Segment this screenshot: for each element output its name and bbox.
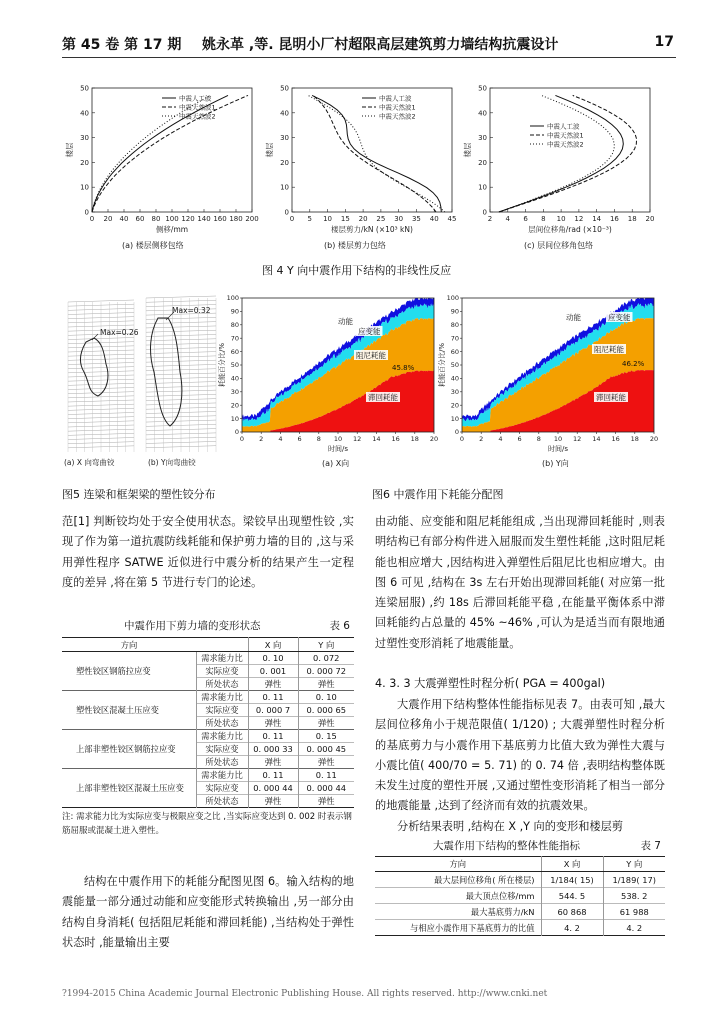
fig6a-xtick-label: 18: [410, 435, 419, 443]
fig6a-xtick-label: 6: [297, 435, 302, 443]
t7-metric: 与相应小震作用下基底剪力的比值: [375, 920, 541, 936]
fig6a-ytick-label: 100: [226, 294, 239, 303]
figure-5: [62, 292, 222, 472]
t6-metric: 所处状态: [196, 795, 248, 808]
figure-6: [212, 292, 672, 472]
t6-value-y: 弹性: [298, 795, 354, 808]
fig6a-caption: (a) X向: [322, 459, 350, 468]
left-para1-text: 范[1] 判断铰均处于安全使用状态。梁铰早出现塑性铰 ,实现了作为第一道抗震防线耗能和保护剪力墙的目的 ,这与采用弹性程序 SATWE 近似进行中震分析的结果产生一定程度的差异 ,将在第 5 节进行专门的论述。: [62, 515, 354, 589]
fig4b-ytick-label: 30: [280, 134, 289, 143]
fig4c-ytick-label: 40: [478, 109, 487, 118]
t6-value-x: 0. 10: [248, 652, 298, 665]
fig4b-xtick-label: 35: [411, 215, 421, 223]
fig4a-caption: (a) 楼层侧移包络: [122, 241, 184, 250]
fig4b-legend-entry: 中震天然波2: [379, 112, 416, 121]
fig6b-label-pct: 46.2%: [622, 360, 645, 368]
fig4a-xtick-label: 20: [103, 215, 113, 223]
fig6a-ytick-label: 90: [230, 307, 239, 316]
fig4b-ytick-label: 0: [284, 208, 289, 217]
running-title: 姚永革 ,等. 昆明小厂村超限高层建筑剪力墙结构抗震设计: [202, 37, 559, 53]
fig6b-label-kinetic: 动能: [566, 313, 581, 322]
table-row: [62, 730, 354, 743]
fig6b-ytick-label: 10: [450, 414, 459, 423]
t6-metric: 需求能力比: [196, 652, 248, 665]
fig6b-ytick-label: 50: [450, 361, 459, 370]
left-paragraph-2: [62, 872, 354, 953]
fig4b-ytick-label: 40: [280, 109, 289, 118]
table-row: [62, 652, 354, 665]
fig6a-xtick-label: 14: [372, 435, 381, 443]
figure-6-energy-plots: [212, 292, 672, 472]
fig5b-caption: (b) Y向弯曲铰: [148, 458, 196, 467]
fig4b-ytick-label: 50: [280, 84, 289, 93]
fig4c-xtick-label: 12: [574, 215, 584, 223]
fig6b-label-damping: 阻尼耗能: [594, 345, 624, 354]
t6-metric: 实际应变: [196, 665, 248, 678]
t6-value-x: 弹性: [248, 795, 298, 808]
fig6a-xtick-label: 4: [278, 435, 283, 443]
fig4a-series-line: [92, 95, 248, 212]
fig6a-xtick-label: 8: [316, 435, 321, 443]
fig4b-legend-entry: 中震天然波1: [379, 103, 416, 112]
t6-metric: 所处状态: [196, 756, 248, 769]
fig4c-xlabel: 层间位移角/rad (×10⁻³): [528, 225, 612, 234]
fig6a-xtick-label: 10: [333, 435, 343, 443]
t7-header-direction: 方向: [375, 857, 541, 872]
right-paragraph-3: [375, 817, 665, 837]
fig4c-ytick-label: 20: [478, 158, 487, 167]
t6-value-y: 0. 000 45: [298, 743, 354, 756]
fig4b-xtick-label: 20: [358, 215, 368, 223]
t6-value-x: 弹性: [248, 717, 298, 730]
fig4a-xtick-label: 100: [165, 215, 179, 223]
t7-value-y: 538. 2: [603, 888, 665, 904]
t6-group-name: 塑性铰区钢筋拉应变: [62, 652, 196, 691]
t6-metric: 实际应变: [196, 743, 248, 756]
t6-header-direction: 方向: [62, 638, 196, 652]
fig5-floor-line: [68, 300, 134, 302]
fig6b-ytick-label: 60: [450, 347, 459, 356]
t6-value-x: 0. 11: [248, 691, 298, 704]
t6-header-spacer: [196, 638, 248, 652]
fig6b-xtick-label: 4: [498, 435, 503, 443]
table-7-label: 表 7: [640, 840, 661, 852]
fig4a-legend-entry: 中震人工波: [179, 94, 212, 103]
fig6b-ylabel: 耗能百分比/%: [438, 342, 446, 388]
fig4c-xtick-label: 20: [645, 215, 655, 223]
section-heading-text: 4. 3. 3 大震弹塑性时程分析( PGA = 400gal): [375, 677, 606, 690]
table-row: [375, 904, 665, 920]
fig6b-xlabel: 时间/s: [547, 445, 569, 453]
fig5-tower-y: [146, 296, 216, 452]
t6-value-y: 0. 11: [298, 769, 354, 782]
t6-metric: 需求能力比: [196, 730, 248, 743]
fig6b-ytick-label: 70: [450, 334, 459, 343]
fig4c-ytick-label: 10: [478, 183, 487, 192]
fig6a-ytick-label: 30: [230, 388, 239, 396]
fig4b-xtick-label: 40: [429, 215, 439, 223]
fig6b-ytick-label: 40: [450, 374, 459, 383]
fig4c-frame: [490, 88, 650, 212]
t7-value-x: 4. 2: [541, 920, 603, 936]
fig6a-label-pct: 45.8%: [392, 364, 415, 372]
fig4b-legend-entry: 中震人工波: [379, 94, 412, 103]
left-para2-text: 结构在中震作用下的耗能分配图见图 6。输入结构的地震能量一部分通过动能和应变能形式转换输出 ,另一部分由结构自身消耗( 包括阻尼耗能和滞回耗能) ,当结构处于弹性状态时 ,能量输出主要: [62, 875, 354, 949]
fig4b-xtick-label: 25: [376, 215, 386, 223]
fig6b-xtick-label: 2: [479, 435, 484, 443]
fig4b-series-line: [312, 95, 441, 212]
table-6-label: 表 6: [329, 620, 350, 632]
fig6b-xtick-label: 8: [536, 435, 541, 443]
t6-metric: 所处状态: [196, 717, 248, 730]
t7-value-x: 544. 5: [541, 888, 603, 904]
fig4a-xtick-label: 140: [197, 215, 211, 223]
right-para1-text: 由动能、应变能和阻尼耗能组成 ,当出现滞回耗能时 ,则表明结构已有部分构件进入屈服而发生塑性耗能 ,这时阻尼耗能也相应增大 ,因结构进入弹塑性后阻尼比也相应增大。由图 6 可见 ,结构在 3s 左右开始出现滞回耗能( 对应第一批连梁屈服) ,约 18s 后滞回耗能平稳 ,在能量平衡体系中滞回耗能约占总量的 45% ~46% ,可认为是适当而有限地通过塑性变形消耗了地震能量。: [375, 515, 665, 650]
fig5-tower-x: [68, 300, 134, 452]
fig6a-xtick-label: 16: [391, 435, 400, 443]
fig6b-label-strain: 应变能: [608, 313, 631, 322]
t6-metric: 所处状态: [196, 678, 248, 691]
fig4b-caption: (b) 楼层剪力包络: [324, 241, 386, 250]
t6-value-y: 0. 000 72: [298, 665, 354, 678]
fig6a-ytick-label: 80: [230, 321, 239, 329]
fig4a-ytick-label: 30: [80, 134, 89, 143]
fig4b-series-line: [313, 95, 436, 212]
fig4a-ytick-label: 50: [80, 84, 89, 93]
page-number: 17: [654, 34, 674, 50]
section-heading-433: [375, 674, 665, 694]
fig6a-xlabel: 时间/s: [327, 445, 349, 453]
fig6a-label-strain: 应变能: [358, 327, 381, 336]
figure-6-caption: 图6 中震作用下耗能分配图: [372, 488, 504, 501]
t6-value-x: 0. 000 7: [248, 704, 298, 717]
fig6b-xtick-label: 20: [649, 435, 659, 443]
fig6a-ytick-label: 0: [234, 428, 239, 437]
fig4b-ylabel: 楼层: [265, 142, 274, 158]
fig6a-ytick-label: 50: [230, 361, 239, 370]
fig4c-ylabel: 楼层: [463, 142, 472, 158]
fig6a-xtick-label: 0: [239, 435, 245, 443]
right-para3-text: 分析结果表明 ,结构在 X ,Y 向的变形和楼层剪: [397, 820, 624, 833]
t6-metric: 实际应变: [196, 782, 248, 795]
t6-value-x: 0. 11: [248, 730, 298, 743]
t6-metric: 需求能力比: [196, 691, 248, 704]
fig6a-ytick-label: 70: [230, 334, 239, 343]
fig5b-max: Max=0.32: [172, 306, 211, 315]
fig4a-ytick-label: 0: [84, 208, 89, 217]
fig4a-xlabel: 侧移/mm: [155, 225, 189, 234]
table-row: [375, 872, 665, 888]
t6-value-x: 弹性: [248, 678, 298, 691]
fig4c-series-line: [499, 95, 623, 212]
right-paragraph-1: [375, 512, 665, 654]
t6-group-name: 上部非塑性铰区混凝土压应变: [62, 769, 196, 808]
table-7: [375, 856, 665, 936]
t7-header-y: Y 向: [603, 857, 665, 872]
fig6b-label-hysteretic: 滞回耗能: [596, 393, 626, 402]
fig4b-xtick-label: 0: [289, 215, 295, 223]
fig5b-hinge-region: [151, 318, 182, 426]
figure-5-caption: 图5 连梁和框架梁的塑性铰分布: [62, 488, 216, 501]
fig6a-xtick-label: 2: [259, 435, 264, 443]
fig4a-ytick-label: 20: [80, 158, 89, 167]
fig4a-xtick-label: 0: [89, 215, 95, 223]
t6-metric: 实际应变: [196, 704, 248, 717]
right-para2-text: 大震作用下结构整体性能指标见表 7。由表可知 ,最大层间位移角小于规范限值( 1/120) ; 大震弹塑性时程分析的基底剪力与小震作用下基底剪力比值大致为弹性大震与小震比值( 400/70 = 5. 71) 的 0. 74 倍 ,表明结构整体既未发生过度的塑性开展 ,又通过塑性变形消耗了相当一部分的地震能量 ,达到了经济而有效的抗震效果。: [375, 698, 665, 813]
fig6a-xtick-label: 20: [429, 435, 439, 443]
fig4b-xtick-label: 45: [447, 215, 457, 223]
fig4a-ytick-label: 40: [80, 109, 89, 118]
t7-value-y: 61 988: [603, 904, 665, 920]
fig4c-ytick-label: 50: [478, 84, 487, 93]
fig4c-legend-entry: 中震人工波: [547, 122, 580, 131]
fig5-floor-line: [146, 296, 216, 298]
t7-value-y: 4. 2: [603, 920, 665, 936]
fig4a-xtick-label: 40: [119, 215, 129, 223]
fig6b-ytick-label: 20: [450, 401, 459, 410]
fig6b-ytick-label: 30: [450, 388, 459, 396]
fig4b-xlabel: 楼层剪力/kN (×10³ kN): [331, 225, 413, 234]
figure-4-caption: 图 4 Y 向中震作用下结构的非线性反应: [262, 264, 452, 277]
t7-header-x: X 向: [541, 857, 603, 872]
fig4a-xtick-label: 200: [245, 215, 259, 223]
fig6b-xtick-label: 16: [611, 435, 620, 443]
fig6b-ytick-label: 80: [450, 321, 459, 329]
t6-value-y: 0. 10: [298, 691, 354, 704]
fig4c-ytick-label: 0: [482, 208, 487, 217]
fig6b-xtick-label: 10: [553, 435, 563, 443]
fig6a-ytick-label: 10: [230, 414, 239, 423]
fig6b-ytick-label: 100: [446, 294, 459, 303]
fig4c-xtick-label: 2: [487, 215, 493, 223]
fig4c-ytick-label: 30: [478, 134, 487, 143]
t7-metric: 最大顶点位移/mm: [375, 888, 541, 904]
fig4a-legend-entry: 中震天然波2: [179, 112, 216, 121]
t7-metric: 最大基底剪力/kN: [375, 904, 541, 920]
t7-metric: 最大层间位移角( 所在楼层): [375, 872, 541, 888]
table-7-grid: [375, 856, 665, 936]
t6-group-name: 上部非塑性铰区钢筋拉应变: [62, 730, 196, 769]
fig6b-ytick-label: 0: [454, 428, 459, 437]
right-paragraph-2: [375, 695, 665, 817]
t6-value-x: 弹性: [248, 756, 298, 769]
t6-value-y: 0. 072: [298, 652, 354, 665]
copyright-footer: ?1994-2015 China Academic Journal Electronic Publishing House. All rights reserved. http://www.cnki.net: [62, 989, 548, 999]
figure-4-plots: [62, 80, 676, 260]
t6-header-x: X 向: [248, 638, 298, 652]
t6-value-x: 0. 000 33: [248, 743, 298, 756]
fig6a-ytick-label: 60: [230, 347, 239, 356]
fig4b-xtick-label: 10: [323, 215, 333, 223]
fig6b-xtick-label: 0: [459, 435, 465, 443]
fig4c-xtick-label: 6: [523, 215, 528, 223]
table-row: [375, 888, 665, 904]
fig4a-xtick-label: 180: [229, 215, 243, 223]
fig4c-series-line: [499, 95, 614, 212]
fig4a-xtick-label: 120: [181, 215, 195, 223]
fig4a-legend-entry: 中震天然波1: [179, 103, 216, 112]
fig4a-ytick-label: 10: [80, 183, 89, 192]
t6-value-x: 0. 000 44: [248, 782, 298, 795]
fig4c-xtick-label: 4: [505, 215, 511, 223]
fig6b-xtick-label: 12: [573, 435, 582, 443]
t6-value-x: 0. 001: [248, 665, 298, 678]
t6-value-y: 0. 000 65: [298, 704, 354, 717]
t6-value-y: 弹性: [298, 678, 354, 691]
t6-value-x: 0. 11: [248, 769, 298, 782]
t6-group-name: 塑性铰区混凝土压应变: [62, 691, 196, 730]
table-6-grid: [62, 637, 354, 808]
fig6a-label-kinetic: 动能: [338, 317, 353, 326]
fig6a-label-damping: 阻尼耗能: [356, 351, 386, 360]
fig4a-xtick-label: 60: [135, 215, 145, 223]
t6-value-y: 弹性: [298, 717, 354, 730]
fig6a-ytick-label: 40: [230, 374, 239, 383]
fig5a-caption: (a) X 向弯曲铰: [64, 458, 115, 467]
fig4a-ylabel: 楼层: [65, 142, 74, 158]
fig4c-xtick-label: 16: [609, 215, 619, 223]
fig4b-ytick-label: 20: [280, 158, 289, 167]
fig4a-xtick-label: 160: [213, 215, 227, 223]
fig4c-legend-entry: 中震天然波1: [547, 131, 584, 140]
table-6: [62, 637, 354, 838]
fig6a-label-hysteretic: 滞回耗能: [368, 393, 398, 402]
t6-value-y: 0. 000 44: [298, 782, 354, 795]
fig4c-xtick-label: 14: [592, 215, 602, 223]
fig4c-xtick-label: 10: [556, 215, 566, 223]
t6-metric: 需求能力比: [196, 769, 248, 782]
fig5a-max: Max=0.26: [100, 328, 139, 337]
t6-value-y: 弹性: [298, 756, 354, 769]
fig6b-caption: (b) Y向: [542, 459, 569, 468]
table-row: [62, 691, 354, 704]
fig4b-series-line: [308, 95, 445, 212]
fig6a-xtick-label: 12: [353, 435, 362, 443]
fig6a-ylabel: 耗能百分比/%: [218, 342, 226, 388]
page-header: [62, 30, 676, 58]
t7-value-x: 60 868: [541, 904, 603, 920]
table-row: [375, 920, 665, 936]
left-paragraph-1: [62, 512, 354, 593]
fig4c-xtick-label: 8: [541, 215, 546, 223]
fig6b-xtick-label: 6: [517, 435, 522, 443]
t6-header-y: Y 向: [298, 638, 354, 652]
fig6b-xtick-label: 18: [630, 435, 639, 443]
fig6b-xtick-label: 14: [592, 435, 601, 443]
fig6b-ytick-label: 90: [450, 307, 459, 316]
fig4b-xtick-label: 5: [307, 215, 313, 223]
t7-value-y: 1/189( 17): [603, 872, 665, 888]
fig4b-xtick-label: 15: [340, 215, 350, 223]
fig4c-caption: (c) 层间位移角包络: [524, 241, 594, 250]
table-6-title: 中震作用下剪力墙的变形状态: [124, 620, 261, 632]
fig4c-series-line: [499, 95, 637, 212]
fig4c-legend-entry: 中震天然波2: [547, 140, 584, 149]
t7-value-x: 1/184( 15): [541, 872, 603, 888]
table-row: [62, 769, 354, 782]
fig6a-ytick-label: 20: [230, 401, 239, 410]
fig4b-ytick-label: 10: [280, 183, 289, 192]
figure-5-hinge-plots: [62, 292, 222, 472]
fig4c-xtick-label: 18: [627, 215, 637, 223]
t6-value-y: 0. 15: [298, 730, 354, 743]
table-6-note: 注: 需求能力比为实际应变与极限应变之比 ,当实际应变达到 0. 002 时表示钢筋屈服或混凝土进入塑性。: [62, 812, 352, 836]
table-7-title: 大震作用下结构的整体性能指标: [433, 840, 580, 852]
journal-volume: 第 45 卷 第 17 期: [62, 37, 182, 53]
figure-4: [62, 80, 676, 280]
fig4b-xtick-label: 30: [394, 215, 404, 223]
fig4a-xtick-label: 80: [151, 215, 161, 223]
